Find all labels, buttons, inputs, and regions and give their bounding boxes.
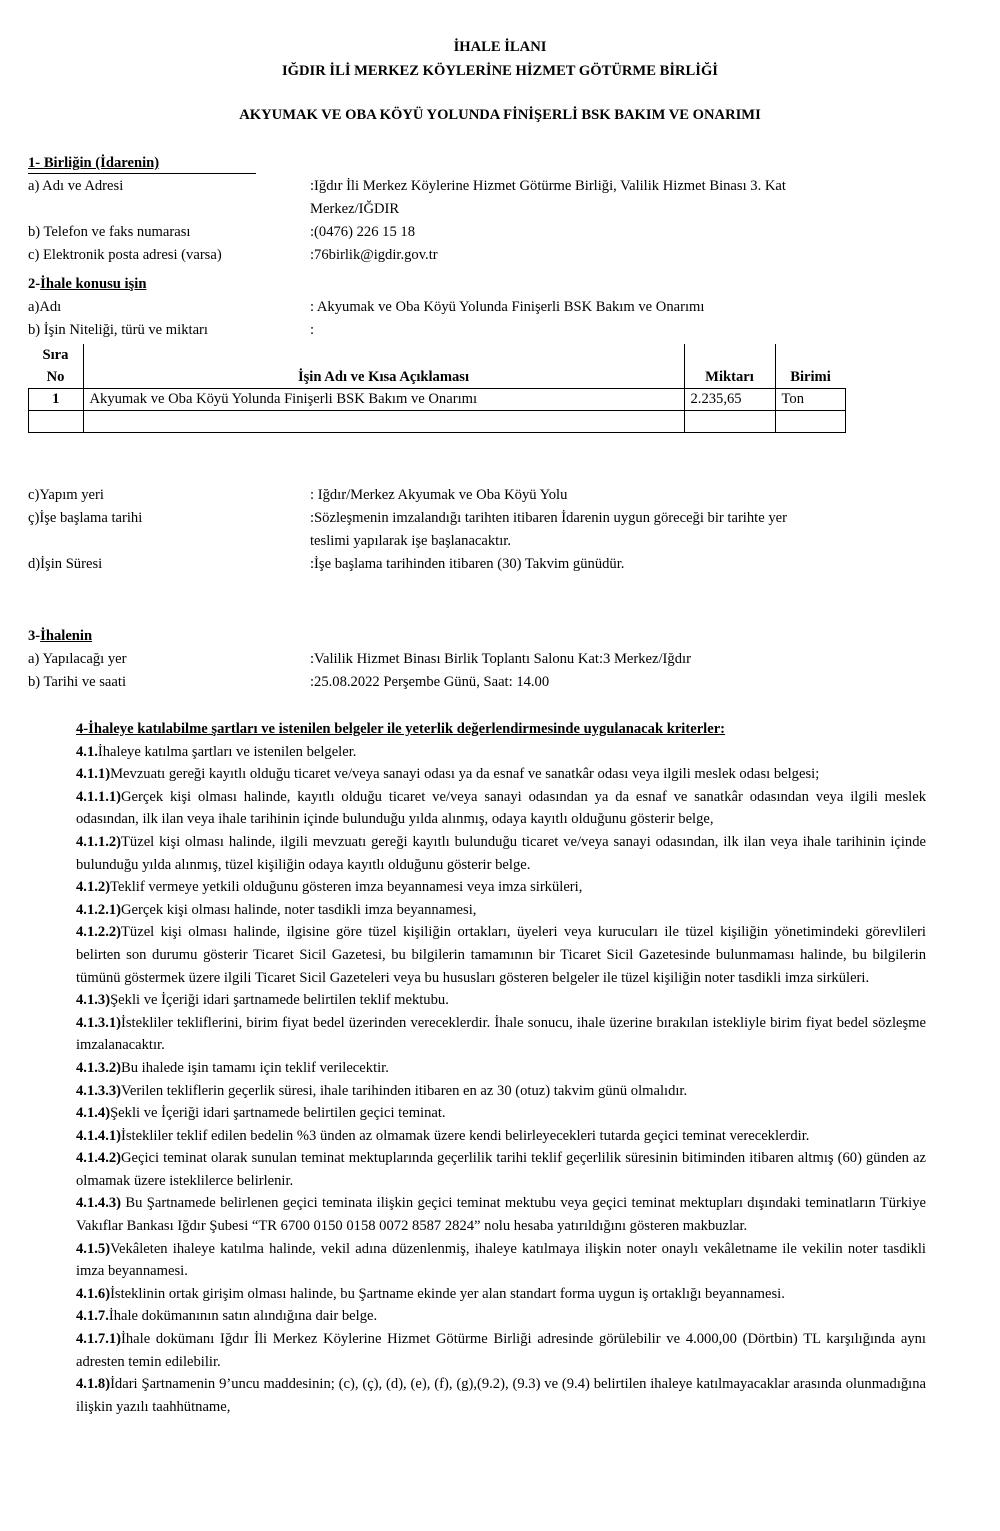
clause-number: 4.1.4.1): [76, 1127, 121, 1144]
cell-name: [83, 411, 684, 433]
clause-item: [76, 876, 926, 899]
clause-text: İsteklinin ortak girişim olması halinde, bu Şartname ekinde yer alan standart forma uygun iş ortaklığı beyannamesi.: [110, 1285, 785, 1302]
s2-row-duration: d)İşin Süresi :İşe başlama tarihinden itibaren (30) Takvim günüdür.: [28, 556, 625, 572]
section-2: [28, 273, 868, 342]
clause-number: 4.1.2.2): [76, 924, 121, 941]
clause-text: Bu Şartnamede belirlenen geçici teminata ilişkin geçici teminat mektubu veya geçici teminat mektupları dışındaki teminatların Türkiye Vakıflar Bankası Iğdır Şubesi “TR 6700 0150 0158 0072 8587 2824” nolu hesaba yatırıldığını gösteren makbuzlar.: [76, 1195, 926, 1235]
section-1: [28, 152, 868, 267]
cell-qty: 2.235,65: [684, 389, 775, 411]
clause-number: 4.1.2.1): [76, 901, 121, 918]
clause-text: Teklif vermeye yetkili olduğunu gösteren imza beyannamesi veya imza sirküleri,: [110, 879, 583, 896]
clause-number: 4.1.3): [76, 992, 111, 1009]
clause-item: [76, 763, 926, 786]
clause-item: [76, 1147, 926, 1192]
clause-number: 4.1.4.2): [76, 1150, 121, 1167]
cell-unit: [775, 411, 846, 433]
clause-text: İhaleye katılma şartları ve istenilen belgeler.: [97, 743, 357, 760]
clause-item: [76, 1238, 926, 1283]
clause-text: Şekli ve İçeriği idari şartnamede belirtilen geçici teminat.: [110, 1105, 446, 1122]
clause-item: [76, 1305, 926, 1328]
clause-text: Tüzel kişi olması halinde, ilgisine göre tüzel kişiliğin ortakları, üyeleri veya kurucuları ile tüzel kişiliğin yönetimindeki görevlileri belirten son durumu gösterir Ticaret Sicil Gazetesi, bu bilgilerin tamamının bir Ticaret Sicil Gazetesinde bulunmaması halinde, bu bilgilerin tümünü göstermek üzere ilgili Ticaret Sicil Gazeteleri veya bu hususları gösteren belgeler ile tüzel kişiliğin noter tasdikli imza sirküleri.: [76, 924, 926, 986]
clause-text: İstekliler tekliflerini, birim fiyat bedel üzerinden vereceklerdir. İhale sonucu, ihale üzerine bırakılan istekliyle birim fiyat bedel sözleşme imzalanacaktır.: [76, 1014, 926, 1054]
section-4-title: 4-İhaleye katılabilme şartları ve istenilen belgeler ile yeterlik değerlendirmesinde uygulanacak kriterler:: [76, 721, 726, 737]
s1-row-phone: b) Telefon ve faks numarası :(0476) 226 15 18: [28, 224, 415, 240]
s2-row-name: a)Adı : Akyumak ve Oba Köyü Yolunda Finişerli BSK Bakım ve Onarımı: [28, 299, 705, 315]
clause-number: 4.1.7.: [76, 1308, 109, 1325]
s3-row-place: a) Yapılacağı yer :Valilik Hizmet Binası Birlik Toplantı Salonu Kat:3 Merkez/Iğdır: [28, 651, 691, 667]
clause-item: [76, 1373, 926, 1418]
s2-row-start: ç)İşe başlama tarihi :Sözleşmenin imzalandığı tarihten itibaren İdarenin uygun göreceği bir tarihte yer teslimi yapılarak işe başlanacaktır.: [28, 510, 787, 549]
clause-item: [76, 899, 926, 922]
clause-number: 4.1.5): [76, 1240, 111, 1257]
col-header-qty: Miktarı: [684, 344, 775, 389]
clause-text: Gerçek kişi olması halinde, noter tasdikli imza beyannamesi,: [121, 901, 477, 918]
clause-text: Gerçek kişi olması halinde, kayıtlı olduğu ticaret ve/veya sanayi odasından ya da esnaf ve sanatkâr odasından veya ilgili meslek odasından, ilk ilan veya ihale tarihinin içinde bulunduğu yılda alınmış, odaya kayıtlı olduğunu gösterir belge,: [76, 788, 926, 828]
clause-text: İhale dokümanı Iğdır İli Merkez Köylerine Hizmet Götürme Birliği adresinde görülebilir ve 4.000,00 (Dörtbin) TL karşılığında aynı adresten temin edilebilir.: [76, 1331, 926, 1370]
clause-item: [76, 989, 926, 1012]
clause-text: Verilen tekliflerin geçerlik süresi, ihale tarihinden itibaren en az 30 (otuz) takvim günü olmalıdır.: [121, 1082, 688, 1099]
clause-text: İstekliler teklif edilen bedelin %3 ünden az olmamak üzere kendi belirleyecekleri tutarda geçici teminat vereceklerdir.: [121, 1127, 810, 1144]
clause-number: 4.1.4): [76, 1105, 111, 1122]
table-row: [29, 389, 846, 411]
clause-item: [76, 1328, 926, 1373]
clause-number: 4.1.2): [76, 879, 111, 896]
clause-text: Geçici teminat olarak sunulan teminat mektuplarında geçerlilik tarihi teklif geçerlilik süresinin bitiminden itibaren altmış (60) günden az olmamak üzere isteklilerce belirlenir.: [76, 1150, 926, 1189]
col-header-unit: Birimi: [775, 344, 846, 389]
clause-item: [76, 741, 926, 764]
clause-item: [76, 1283, 926, 1306]
s1-row-address: a) Adı ve Adresi :Iğdır İli Merkez Köylerine Hizmet Götürme Birliği, Valilik Hizmet Binası 3. Kat Merkez/IĞDIR: [28, 178, 786, 217]
clause-number: 4.1.1.2): [76, 833, 121, 850]
col-header-name: İşin Adı ve Kısa Açıklaması: [83, 344, 684, 389]
clause-number: 4.1.3.2): [76, 1059, 121, 1076]
section-4: [76, 718, 926, 1418]
clause-number: 4.1.3.3): [76, 1082, 121, 1099]
doc-title: İHALE İLANI: [453, 39, 547, 55]
clause-text: Şekli ve İçeriği idari şartnamede belirtilen teklif mektubu.: [110, 992, 449, 1009]
clause-text: Bu ihalede işin tamamı için teklif verilecektir.: [121, 1059, 389, 1076]
doc-work-title: AKYUMAK VE OBA KÖYÜ YOLUNDA FİNİŞERLİ BSK BAKIM VE ONARIMI: [239, 107, 761, 123]
s2-row-place: c)Yapım yeri : Iğdır/Merkez Akyumak ve Oba Köyü Yolu: [28, 487, 568, 503]
clause-item: [76, 831, 926, 876]
cell-qty: [684, 411, 775, 433]
table-row: [29, 411, 846, 433]
clause-number: 4.1.6): [76, 1285, 111, 1302]
doc-subtitle: IĞDIR İLİ MERKEZ KÖYLERİNE HİZMET GÖTÜRME BİRLİĞİ: [281, 63, 718, 79]
clause-item: [76, 921, 926, 989]
clause-number: 4.1.: [76, 743, 98, 760]
clause-text: Mevzuatı gereği kayıtlı olduğu ticaret ve/veya sanayi odası ya da esnaf ve sanatkâr odası veya ilgili meslek odası belgesi;: [110, 766, 820, 783]
clause-number: 4.1.1): [76, 766, 111, 783]
clause-item: [76, 1125, 926, 1148]
section-1-title: 1- Birliğin (İdarenin): [28, 152, 868, 175]
cell-unit: Ton: [775, 389, 846, 411]
clause-number: 4.1.4.3): [76, 1195, 121, 1212]
section-2-title: 2-İhale konusu işin: [28, 276, 147, 292]
s1-row-email: c) Elektronik posta adresi (varsa) :76birlik@igdir.gov.tr: [28, 247, 438, 263]
clause-text: İhale dokümanının satın alındığına dair belge.: [108, 1308, 378, 1325]
section-2-details: [28, 484, 868, 576]
work-table: [28, 344, 846, 433]
cell-no: 1: [29, 389, 84, 411]
clause-item: [76, 1192, 926, 1237]
clause-text: Vekâleten ihaleye katılma halinde, vekil adına düzenlenmiş, ihaleye katılmaya ilişkin noter onaylı vekâletname ile vekilin noter tasdikli imza beyannamesi.: [76, 1240, 926, 1280]
cell-name: Akyumak ve Oba Köyü Yolunda Finişerli BSK Bakım ve Onarımı: [83, 389, 684, 411]
clause-item: [76, 1102, 926, 1125]
clause-number: 4.1.3.1): [76, 1014, 121, 1031]
s3-row-date: b) Tarihi ve saati :25.08.2022 Perşembe Günü, Saat: 14.00: [28, 674, 550, 690]
s2-row-nature: b) İşin Niteliği, türü ve miktarı :: [28, 322, 315, 338]
section-3: [28, 625, 868, 694]
clause-text: İdari Şartnamenin 9’uncu maddesinin; (c), (ç), (d), (e), (f), (g),(9.2), (9.3) ve (9.4) belirtilen ihaleye katılmayacaklar arasında olunmadığına ilişkin yazılı taahhütname,: [76, 1376, 926, 1415]
cell-no: [29, 411, 84, 433]
section-3-title: 3-İhalenin: [28, 628, 93, 644]
clause-number: 4.1.7.1): [76, 1331, 121, 1348]
clause-item: [76, 1012, 926, 1057]
clause-text: Tüzel kişi olması halinde, ilgili mevzuatı gereği kayıtlı bulunduğu ticaret ve/veya sanayi odasından, ilk ilan veya ihale tarihinin içinde bulunduğu yılda alınmış, tüzel kişiliğin odaya kayıtlı olduğunu gösterir belge.: [76, 833, 926, 873]
clause-number: 4.1.1.1): [76, 788, 121, 805]
clause-number: 4.1.8): [76, 1376, 111, 1393]
clause-item: [76, 786, 926, 831]
clause-item: [76, 1057, 926, 1080]
col-header-no: Sıra No: [29, 344, 84, 389]
clause-item: [76, 1080, 926, 1103]
